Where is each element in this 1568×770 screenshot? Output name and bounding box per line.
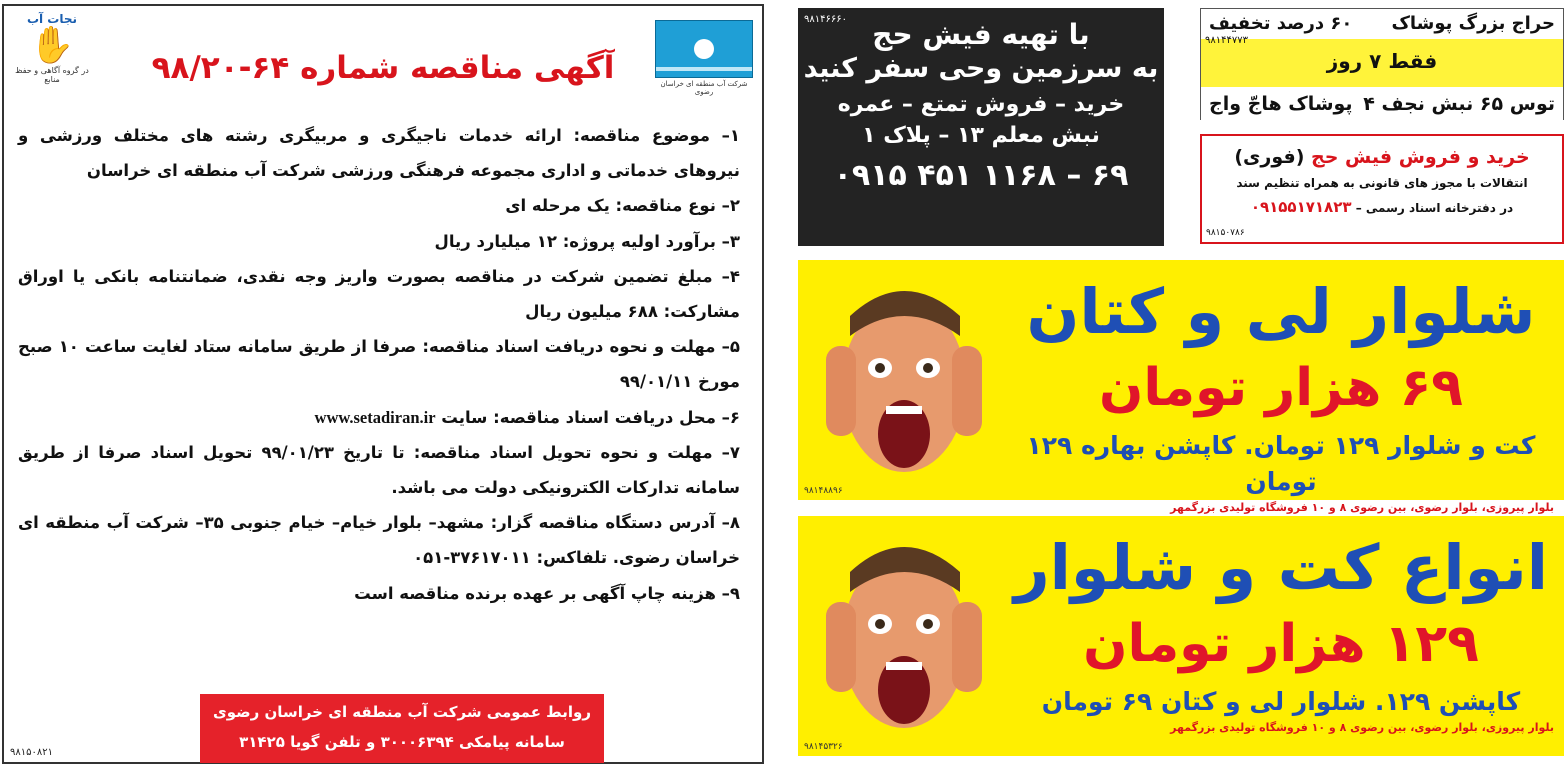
sale-headline: حراج بزرگ پوشاک bbox=[1391, 13, 1555, 34]
screaming-man-icon bbox=[820, 532, 988, 740]
tender-item: ۲– نوع مناقصه: یک مرحله ای bbox=[505, 196, 740, 216]
receipt-title-row bbox=[1202, 146, 1562, 168]
receipt-office: در دفترخانه اسناد رسمی – bbox=[1355, 201, 1514, 215]
tender-item: ۹– هزینه چاپ آگهی بر عهده برنده مناقصه است bbox=[354, 583, 740, 603]
clothing-sale-ad bbox=[1200, 8, 1564, 120]
tender-item-website-row bbox=[18, 400, 740, 435]
receipt-title: خرید و فروش فیش حج bbox=[1311, 146, 1530, 168]
sale-duration: فقط ۷ روز bbox=[1326, 49, 1438, 73]
tender-item: ۸– آدرس دستگاه مناقصه گزار: مشهد– بلوار خیام– خیام جنوبی ۳۵– شرکت آب منطقه ای خراسان رضوی. تلفاکس: ۳۷۶۱۷۰۱۱-۰۵۱ bbox=[18, 513, 740, 568]
tender-item: ۶– محل دریافت اسناد مناقصه: سایت bbox=[441, 407, 740, 427]
tender-items bbox=[18, 118, 740, 611]
receipt-urgent: (فوری) bbox=[1234, 146, 1305, 168]
tender-item: ۳– برآورد اولیه پروژه: ۱۲ میلیارد ریال bbox=[434, 231, 740, 251]
sale-row-bottom bbox=[1201, 87, 1563, 121]
rescue-logo-sub: در گروه آگاهی و حفظ منابع bbox=[15, 66, 89, 84]
pr-line: سامانه پیامکی ۳۰۰۰۶۳۹۴ و تلفن گویا ۳۱۴۲۵ bbox=[239, 733, 565, 751]
suits-ad-text bbox=[1008, 516, 1554, 736]
website-link[interactable]: www.setadiran.ir bbox=[314, 407, 436, 427]
receipt-sub: انتقالات با مجوز های قانونی به همراه تنظیم سند bbox=[1236, 176, 1528, 190]
ad-code: ۹۸۱۵۰۷۸۶ bbox=[1206, 228, 1245, 238]
suits-ad bbox=[798, 516, 1564, 756]
ad-code: ۹۸۱۵۰۸۲۱ bbox=[10, 747, 53, 758]
rescue-logo-name: نجات آب bbox=[26, 12, 78, 26]
suits-address: بلوار پیروزی، بلوار رضوی، بین رضوی ۸ و ۱۰ فروشگاه تولیدی بزرگمهر bbox=[1170, 721, 1554, 734]
tender-item: ۴– مبلغ تضمین شرکت در مناقصه بصورت واریز وجه نقدی، ضمانتنامه بانکی یا اوراق مشارکت: ۶۸۸ میلیون ریال bbox=[18, 266, 740, 322]
suits-subline: کاپشن ۱۲۹. شلوار لی و کتان ۶۹ تومان bbox=[1041, 687, 1521, 716]
sale-address: توس ۶۵ نبش نجف ۴ bbox=[1363, 93, 1555, 115]
hajj-phone: ۰۹۱۵ ۴۵۱ ۱۱۶۸ – ۶۹ bbox=[833, 158, 1129, 193]
receipt-contact-row bbox=[1202, 198, 1562, 216]
water-company-caption: شرکت آب منطقه ای خراسان رضوی bbox=[660, 80, 748, 96]
tender-item: ۱– موضوع مناقصه: ارائه خدمات ناجیگری و مربیگری رشته های مختلف ورزشی و نیروهای خدماتی و اداری مجموعه فرهنگی ورزشی شرکت آب منطقه ای خراسان bbox=[18, 126, 740, 181]
sale-row-top bbox=[1201, 9, 1563, 39]
ad-code: ۹۸۱۴۵۳۲۶ bbox=[804, 742, 843, 752]
sale-shop-name: پوشاک هاجّ واج bbox=[1209, 93, 1353, 115]
pants-address: بلوار پیروزی، بلوار رضوی، بین رضوی ۸ و ۱۰ فروشگاه تولیدی بزرگمهر bbox=[1170, 501, 1554, 514]
pants-ad-text bbox=[1008, 260, 1554, 516]
suits-price: ۱۲۹ هزار تومان bbox=[1083, 614, 1479, 674]
swimmer-icon: ✋ bbox=[29, 25, 75, 66]
ad-code: ۹۸۱۴۸۸۹۶ bbox=[804, 486, 843, 496]
pants-headline: شلوار لی و کتان bbox=[1026, 275, 1536, 348]
pants-price: ۶۹ هزار تومان bbox=[1098, 358, 1464, 418]
hajj-ad bbox=[798, 8, 1164, 246]
receipt-phone: ۰۹۱۵۵۱۷۱۸۲۳ bbox=[1250, 198, 1352, 216]
hajj-line: خرید – فروش تمتع – عمره bbox=[837, 92, 1125, 117]
pants-ad bbox=[798, 260, 1564, 514]
hajj-line: با تهیه فیش حج bbox=[872, 18, 1090, 51]
hajj-address: نبش معلم ۱۳ – پلاک ۱ bbox=[862, 123, 1100, 148]
ad-code: ۹۸۱۴۴۷۷۳ bbox=[1205, 35, 1248, 46]
screaming-man-icon bbox=[820, 276, 988, 484]
tender-title: آگهی مناقصه شماره ۶۴-۹۸/۲۰ bbox=[151, 50, 615, 86]
rescue-logo-block bbox=[8, 12, 96, 112]
tender-item: ۵– مهلت و نحوه دریافت اسناد مناقصه: صرفا از طریق سامانه ستاد لغایت ساعت ۱۰ صبح مورخ ۹۹/۰۱/۱۱ bbox=[18, 337, 740, 392]
ad-code: ۹۸۱۴۶۶۶۰ bbox=[804, 14, 847, 25]
tender-notice bbox=[2, 4, 764, 764]
water-company-logo-icon bbox=[655, 20, 753, 78]
public-relations-banner bbox=[200, 694, 604, 763]
hajj-receipt-ad bbox=[1200, 134, 1564, 244]
tender-item: ۷– مهلت و نحوه تحویل اسناد مناقصه: تا تاریخ ۹۹/۰۱/۲۳ تحویل اسناد صرفا از طریق سامانه تدارکات الکترونیکی دولت می باشد. bbox=[18, 442, 740, 498]
sale-discount: ۶۰ درصد تخفیف bbox=[1209, 13, 1353, 34]
suits-headline: انواع کت و شلوار bbox=[1013, 531, 1549, 604]
water-company-logo-block bbox=[654, 12, 754, 112]
hajj-line: به سرزمین وحی سفر کنید bbox=[803, 53, 1159, 84]
pants-subline: کت و شلوار ۱۲۹ تومان. کاپشن بهاره ۱۲۹ تومان bbox=[1026, 431, 1536, 496]
pr-line: روابط عمومی شرکت آب منطقه ای خراسان رضوی bbox=[213, 703, 591, 721]
